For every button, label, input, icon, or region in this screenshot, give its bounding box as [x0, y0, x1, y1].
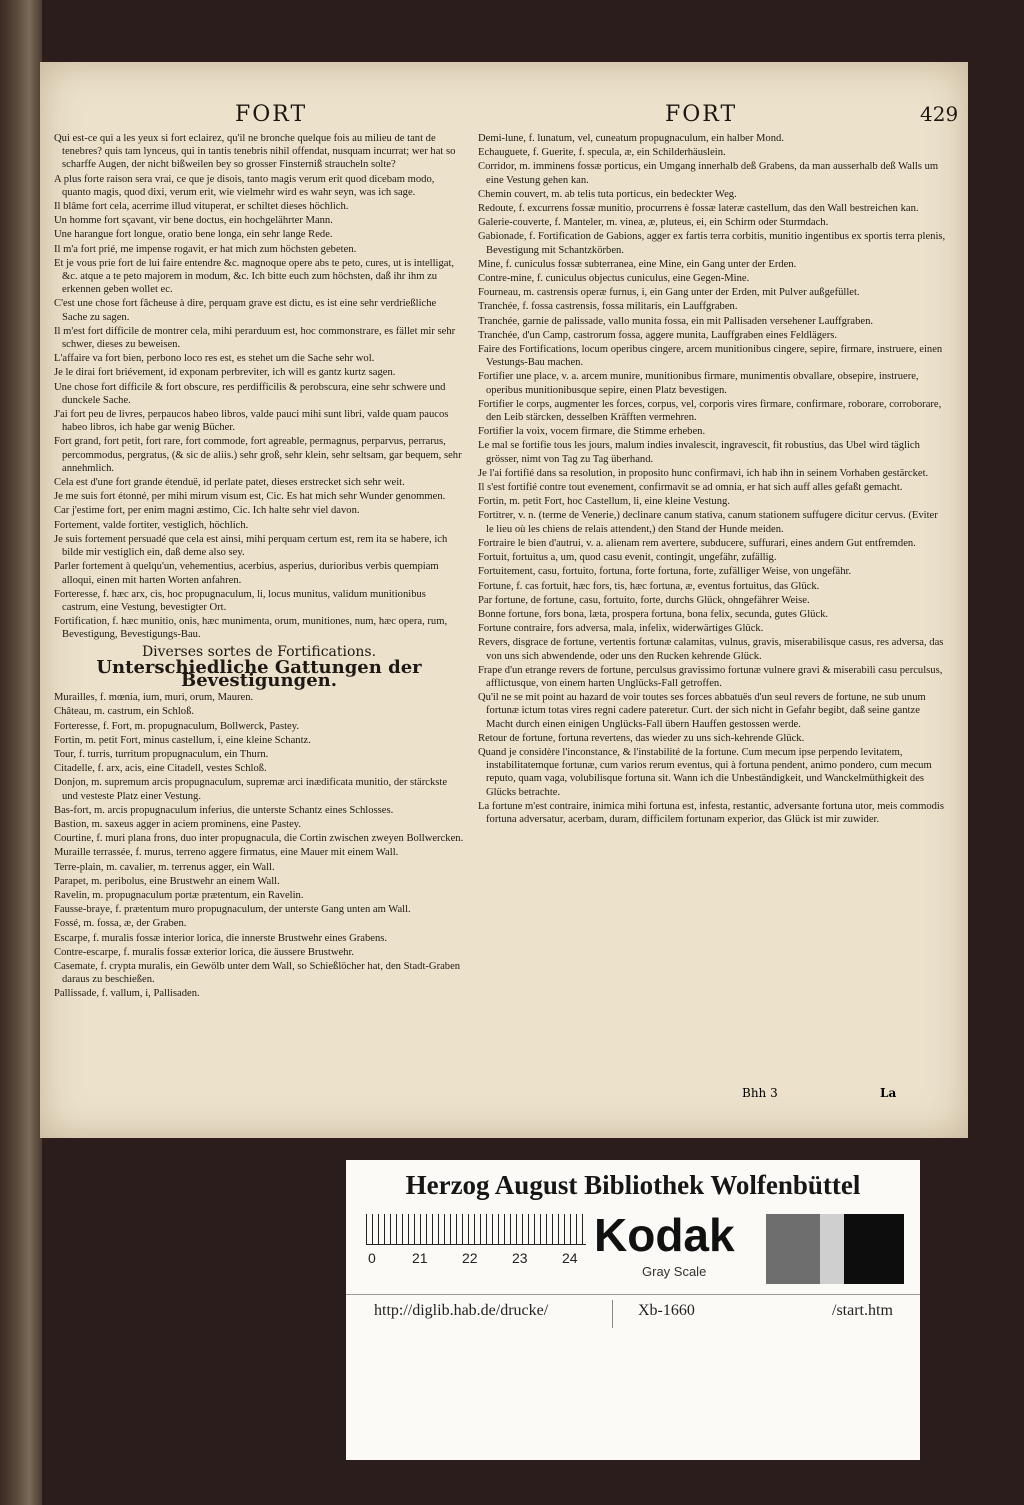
- dictionary-entry: Corridor, m. imminens fossæ porticus, ein Umgang innerhalb deß Grabens, da man ausserhalb deß Walls um eine Vestung gehen kan.: [478, 161, 939, 186]
- dictionary-entry: Faire des Fortifications, locum operibus cingere, arcem munitionibus cingere, sepire, firmare, instruere, einen Vestungs-Bau machen.: [478, 344, 943, 369]
- dictionary-entry: Quand je considère l'inconstance, & l'instabilité de la fortune. Cum mecum ipse perpendo levitatem, instabilitatemque fortunæ, cum varios rerum eventus, qui à fortuna pendent, animo pondero, cum mecum reputo, quam vaga, volubilisque fortuna sit. Wann ich die Unbeständigkeit, und Wanckelmüthigkeit des Glücks betrachte.: [478, 746, 932, 798]
- dictionary-entry: Une harangue fort longue, oratio bene longa, ein sehr lange Rede.: [54, 229, 333, 241]
- dictionary-entry: Château, m. castrum, ein Schloß.: [54, 706, 195, 718]
- dictionary-entry: Courtine, f. muri plana frons, duo inter propugnacula, die Cortin zwischen zweyen Bollwercken.: [54, 833, 464, 845]
- dictionary-entry: Redoute, f. excurrens fossæ munitio, procurrens è fossæ lateræ castellum, das den Wall bestreichen kan.: [478, 203, 919, 215]
- dictionary-entry: Fortin, m. petit Fort, minus castellum, i, eine kleine Schantz.: [54, 734, 311, 746]
- dictionary-entry: Fausse-braye, f. prætentum muro propugnaculum, der unterste Gang unten am Wall.: [54, 904, 411, 916]
- ruler-ticks: [366, 1214, 586, 1244]
- dictionary-entry: Fossé, m. fossa, æ, der Graben.: [54, 918, 187, 930]
- dictionary-entry: Fortement, valde fortiter, vestiglich, höchlich.: [54, 519, 249, 531]
- dictionary-entry: Un homme fort sçavant, vir bene doctus, ein hochgelährter Mann.: [54, 215, 333, 227]
- dictionary-entry: Retour de fortune, fortuna revertens, das wieder zu uns sich-kehrende Glück.: [478, 732, 805, 744]
- ruler-number: 23: [512, 1250, 528, 1266]
- dictionary-entry: Fortifier la voix, vocem firmare, die Stimme erheben.: [478, 426, 706, 438]
- dictionary-entry: Frape d'un etrange revers de fortune, perculsus gravissimo fortunæ vulnere gravi & miserabili casu perculsus, afflictusque, von einem harten Unglücks-Fall getroffen.: [478, 664, 943, 689]
- ruler-number: 21: [412, 1250, 428, 1266]
- dictionary-entry: J'ai fort peu de livres, perpaucos habeo libros, valde pauci mihi sunt libri, valde quam paucos habeo libros, ich habe gar wenig Bücher.: [54, 409, 449, 434]
- dictionary-entry: Je suis fortement persuadé que cela est ainsi, mihi perquam certum est, rem ita se habere, ich bilde mir vestiglich ein, daß deme also sey.: [54, 533, 448, 559]
- dictionary-entry: Gabionade, f. Fortification de Gabions, agger ex fartis terra corbitis, munitio ingentibus ex sportis terra plenis, Bevestigung mit Schantzkörben.: [478, 231, 946, 256]
- dictionary-entry: Revers, disgrace de fortune, vertentis fortunæ calamitas, vulnus, gravis, miserabilisque casus, res adversa, das von uns sich abwendende, oder uns den Rucken kehrende Glück.: [478, 637, 944, 662]
- dictionary-entry: A plus forte raison sera vrai, ce que je disois, tanto magis verum erit quod dicebam modo, quanto magis, quod dixi, verum erit, wie vielmehr wird es wahr seyn, was ich sage.: [54, 173, 435, 198]
- dictionary-entry: Tranchée, d'un Camp, castrorum fossa, aggere munita, Lauffgraben eines Feldlägers.: [478, 329, 838, 341]
- dictionary-entry: Je le dirai fort briévement, id exponam perbreviter, ich will es gantz kurtz sagen.: [54, 367, 396, 379]
- card-separator: [612, 1300, 613, 1328]
- dictionary-entry: Echauguete, f. Guerite, f. specula, æ, ein Schilderhäuslein.: [478, 147, 726, 159]
- gray-patch-light: [820, 1214, 844, 1284]
- dictionary-entry: Fourneau, m. castrensis operæ furnus, i, ein Gang unter der Erden, mit Pulver außgefüllet.: [478, 287, 860, 299]
- dictionary-entry: Fortuitement, casu, fortuito, fortuna, forte fortuna, forte, zufälliger Weise, von ungefähr.: [478, 566, 852, 578]
- dictionary-entry: Citadelle, f. arx, acis, eine Citadell, vestes Schloß.: [54, 763, 267, 775]
- dictionary-entry: Fortune contraire, fors adversa, mala, infelix, widerwärtiges Glück.: [478, 623, 764, 635]
- dictionary-entry: Fort grand, fort petit, fort rare, fort commode, fort agreable, permagnus, perparvus, perrarus, percommodus, pergratus, (& sic de aliis.) sehr groß, sehr klein, sehr seltsam, gar bequem, sehr annehmlich.: [54, 436, 462, 474]
- dictionary-entry: Tranchée, f. fossa castrensis, fossa militaris, ein Lauffgraben.: [478, 301, 738, 313]
- dictionary-entry: Il s'est fortifié contre tout evenement, confirmavit se ad omnia, er hat sich auff alles gefaßt gemacht.: [478, 482, 903, 494]
- dictionary-entry: Pallissade, f. vallum, i, Pallisaden.: [54, 988, 200, 1000]
- dictionary-entry: Et je vous prie fort de lui faire entendre &c. magnoque opere abs te peto, cures, ut is intelligat, &c. atque a te peto majorem in modum, &c. Ich bitte euch zum höchsten, daß ihr ihm zu erkennen geben wollet ec.: [54, 257, 455, 296]
- dictionary-entry: Fortifier une place, v. a. arcem munire, munitionibus firmare, munimentis obvallare, obsepire, instruere, operibus munitionibusque sepire, einen Platz bevestigen.: [478, 371, 919, 396]
- card-divider: [346, 1294, 920, 1295]
- dictionary-entry: Il m'est fort difficile de montrer cela, mihi perarduum est, hoc commonstrare, es fället mir sehr schwer, dieses zu beweisen.: [54, 325, 456, 351]
- dictionary-entry: Ravelin, m. propugnaculum portæ prætentum, ein Ravelin.: [54, 889, 304, 901]
- dictionary-entry: Car j'estime fort, per enim magni æstimo, Cic. Ich halte sehr viel davon.: [54, 505, 360, 517]
- dictionary-entry: L'affaire va fort bien, perbono loco res est, es stehet um die Sache sehr wol.: [54, 353, 375, 365]
- dictionary-entry: Il blâme fort cela, acerrime illud vituperat, er schiltet dieses höchlich.: [54, 201, 349, 213]
- left-column: [54, 132, 464, 1002]
- ruler-baseline: [366, 1244, 586, 1245]
- dictionary-entry: La fortune m'est contraire, inimica mihi fortuna est, infesta, restantic, adversante fortuna utor, meis commodis fortuna adversatur, acerbam, duram, difficilem fortunam experior, das Glück ist mir zuwider.: [478, 800, 944, 825]
- dictionary-entry: Fortifier le corps, augmenter les forces, corpus, vel, corporis vires firmare, confirmare, roborare, corroborare, den Leib stärcken, desselben Kräfften vermehren.: [478, 398, 942, 424]
- dictionary-entry: Galerie-couverte, f. Manteler, m. vinea, æ, pluteus, ei, ein Schirm oder Sturmdach.: [478, 217, 829, 229]
- signature-mark: Bhh 3: [742, 1086, 778, 1100]
- dictionary-entry: Fortin, m. petit Fort, hoc Castellum, li, eine kleine Vestung.: [478, 496, 730, 508]
- right-column: [478, 132, 948, 827]
- dictionary-entry: Tranchée, garnie de palissade, vallo munita fossa, ein mit Pallisaden versehener Lauffgraben.: [478, 315, 874, 327]
- book-page: [40, 62, 968, 1138]
- dictionary-entry: Qu'il ne se mit point au hazard de voir toutes ses forces abbatuës d'un seul revers de fortune, ne sub unum fortunæ ictum totas vires regni cadere pateretur. Curt. der sich nicht in Gefahr begibt, daß seine gantze Macht durch einen einigen Unglücks-Fall übern Hauffen gestossen werde.: [478, 692, 926, 730]
- dictionary-entry: Donjon, m. supremum arcis propugnaculum, supremæ arci inædificata munitio, der stärckste und vesteste Platz einer Vestung.: [54, 777, 448, 802]
- gray-scale-label: Gray Scale: [642, 1264, 707, 1279]
- dictionary-entry: Chemin couvert, m. ab telis tuta porticus, ein bedeckter Weg.: [478, 188, 737, 200]
- dictionary-entry: Fortitrer, v. n. (terme de Venerie,) declinare canum stativa, canum stationem suffugere dicitur cervus. (Eviter le lieu où les chiens de relais attendent,) den Stand der Hunde meiden.: [478, 510, 938, 535]
- dictionary-entry: Par fortune, de fortune, casu, fortuito, forte, durchs Glück, ohngefährer Weise.: [478, 594, 810, 606]
- gray-patch-black: [844, 1214, 904, 1284]
- dictionary-entry: Fortuit, fortuitus a, um, quod casu evenit, contingit, ungefähr, zufällig.: [478, 552, 777, 564]
- library-scale-card: [346, 1160, 920, 1460]
- dictionary-entry: Parler fortement à quelqu'un, vehementius, acerbius, asperius, durioribus verbis quempiam alloqui, einen mit harten Worten anfahren.: [54, 561, 439, 586]
- catchword: La: [880, 1086, 897, 1100]
- dictionary-entry: Tour, f. turris, turritum propugnaculum, ein Thurn.: [54, 748, 269, 760]
- library-name: Herzog August Bibliothek Wolfenbüttel: [405, 1170, 861, 1200]
- dictionary-entry: Une chose fort difficile & fort obscure, res perdifficilis & perobscura, eine sehr schwere und dunckele Sache.: [54, 381, 446, 406]
- dictionary-entry: Contre-mine, f. cuniculus objectus cuniculus, eine Gegen-Mine.: [478, 273, 750, 285]
- dictionary-entry: Cela est d'une fort grande étenduë, id perlate patet, dieses erstrecket sich sehr weit.: [54, 477, 405, 489]
- dictionary-entry: Escarpe, f. muralis fossæ interior lorica, die innerste Brustwehr eines Grabens.: [54, 932, 388, 944]
- header-right: FORT: [665, 102, 738, 127]
- dictionary-entry: Bas-fort, m. arcis propugnaculum inferius, die unterste Schantz eines Schlosses.: [54, 804, 394, 816]
- page-number: 429: [920, 102, 959, 126]
- dictionary-entry: Fortune, f. cas fortuit, hæc fors, tis, hæc fortuna, æ, eventus fortuitus, das Glück.: [478, 580, 820, 592]
- subheading-german: Unterschiedliche Gattungen der Bevestigungen.: [96, 656, 422, 691]
- dictionary-entry: Le mal se fortifie tous les jours, malum indies invalescit, ingravescit, fit robustius, das Ubel wird täglich grösser, nimt von Tag zu Tag überhand.: [478, 440, 920, 465]
- dictionary-entry: Bastion, m. saxeus agger in aciem prominens, eine Pastey.: [54, 818, 302, 830]
- dictionary-entry: Il m'a fort prié, me impense rogavit, er hat mich zum höchsten gebeten.: [54, 243, 357, 255]
- dictionary-entry: Parapet, m. peribolus, eine Brustwehr an einem Wall.: [54, 875, 280, 887]
- dictionary-entry: Forteresse, f. hæc arx, cis, hoc propugnaculum, li, locus munitus, validum munitionibus castrum, eine Vestung, bevestigter Ort.: [54, 588, 426, 613]
- header-left: FORT: [235, 102, 308, 127]
- dictionary-entry: Forteresse, f. Fort, m. propugnaculum, Bollwerck, Pastey.: [54, 720, 299, 732]
- dictionary-entry: Mine, f. cuniculus fossæ subterranea, eine Mine, ein Gang unter der Erden.: [478, 258, 797, 270]
- dictionary-entry: Qui est-ce qui a les yeux si fort eclairez, qu'il ne bronche quelque fois au milieu de tant de tenebres? quis tam lynceus, qui in tantis tenebris nihil offendat, nusquam incurrat; wer hat so scharffe Augen, der nicht bißweilen bey so grosser Finsterniß straucheln solte?: [54, 133, 456, 171]
- ruler-number: 0: [368, 1250, 376, 1266]
- dictionary-entry: Terre-plain, m. cavalier, m. terrenus agger, ein Wall.: [54, 861, 275, 873]
- kodak-logo: Kodak: [594, 1209, 735, 1261]
- subheading-french: Diverses sortes de Fortifications.: [141, 643, 377, 660]
- dictionary-entry: Contre-escarpe, f. muralis fossæ exterior lorica, die äussere Brustwehr.: [54, 946, 355, 958]
- shelfmark: Xb-1660: [638, 1302, 695, 1319]
- dictionary-entry: Casemate, f. crypta muralis, ein Gewölb unter dem Wall, so Schießlöcher hat, den Stadt-Graben daraus zu beschießen.: [54, 960, 461, 986]
- dictionary-entry: C'est une chose fort fâcheuse à dire, perquam grave est dictu, es ist eine sehr verdrießliche Sache zu sagen.: [54, 298, 437, 323]
- dictionary-entry: Muraille terrassée, f. murus, terreno aggere firmatus, eine Mauer mit einem Wall.: [54, 847, 399, 859]
- gray-patch-mid: [766, 1214, 820, 1284]
- dictionary-entry: Je me suis fort étonné, per mihi mirum visum est, Cic. Es hat mich sehr Wunder genommen.: [54, 491, 446, 503]
- dictionary-entry: Bonne fortune, fors bona, læta, prospera fortuna, bona felix, secunda, gutes Glück.: [478, 608, 829, 620]
- book-spine: [0, 0, 42, 1505]
- library-url: http://diglib.hab.de/drucke/: [374, 1302, 549, 1319]
- dictionary-entry: Demi-lune, f. lunatum, vel, cuneatum propugnaculum, ein halber Mond.: [478, 133, 784, 144]
- dictionary-entry: Fortraire le bien d'autrui, v. a. alienam rem avertere, subducere, suffurari, eines andern Gut entfremden.: [478, 537, 916, 549]
- dictionary-entry: Je l'ai fortifié dans sa resolution, in proposito hunc confirmavi, ich hab ihn in seinem Vorhaben gestärcket.: [478, 467, 929, 479]
- dictionary-entry: Murailles, f. mœnia, ium, muri, orum, Mauren.: [54, 692, 254, 704]
- ruler-number: 24: [562, 1250, 578, 1266]
- start-link: /start.htm: [832, 1302, 893, 1319]
- dictionary-entry: Fortification, f. hæc munitio, onis, hæc munimenta, orum, munitiones, num, hæc opera, rum, Bevestigung, Bevestigungs-Bau.: [54, 616, 448, 641]
- ruler-number: 22: [462, 1250, 478, 1266]
